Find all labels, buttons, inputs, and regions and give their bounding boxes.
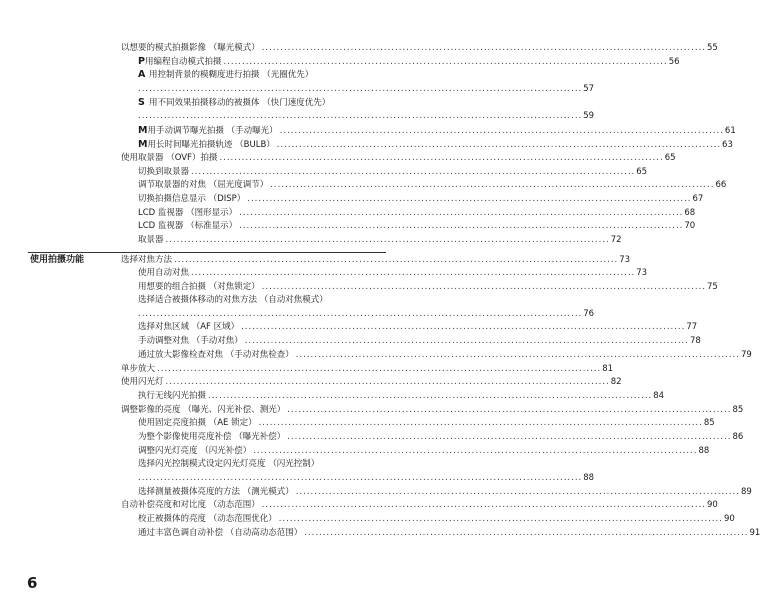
exposure-mode-letter: A (138, 69, 146, 80)
dot-leader: ........................................................................................................................ (295, 487, 740, 497)
toc-entry-title: 切换到取景器 (138, 167, 190, 177)
toc-page-number: 56 (668, 57, 680, 67)
toc-page-number: 76 (583, 309, 595, 319)
toc-entry[interactable] (138, 139, 733, 151)
toc-entry-title: 使用自动对焦 (138, 268, 190, 278)
toc-entry-title: 执行无线闪光拍摄 (138, 391, 207, 401)
toc-entry[interactable] (138, 350, 752, 361)
toc-page-number: 79 (740, 350, 752, 360)
dot-leader: ........................................................................................................................ (261, 43, 706, 53)
dot-leader: ........................................................................................................................ (276, 140, 722, 150)
toc-entry[interactable] (138, 268, 648, 279)
toc-entry[interactable] (121, 405, 744, 416)
toc-entry-title: 选择测量被摄体亮度的方法 （测光模式） (138, 487, 294, 497)
dot-leader: ........................................................................................................................ (138, 111, 583, 121)
toc-page-number: 70 (684, 221, 696, 231)
exposure-mode-letter: P (138, 56, 145, 67)
toc-page-number: 55 (706, 43, 718, 53)
toc-entry-title: 手动调整对焦 （手动对焦） (138, 336, 243, 346)
exposure-mode-letter: M (138, 125, 148, 136)
toc-entry-title: 自动补偿亮度和对比度 （动态范围） (121, 500, 260, 510)
toc-entry[interactable] (138, 322, 698, 333)
toc-entry[interactable] (138, 194, 704, 205)
toc-page-number: 65 (636, 167, 648, 177)
toc-entry-title: 调整闪光灯亮度 （闪光补偿） (138, 446, 252, 456)
toc-entry[interactable] (138, 391, 665, 402)
toc-entry[interactable] (138, 459, 384, 470)
dot-leader: ........................................................................................................................ (138, 309, 583, 319)
toc-entry-title: 调节取景器的对焦 （屈光度调节） (138, 180, 269, 190)
toc-entry[interactable] (138, 111, 595, 122)
toc-page-number: 66 (715, 180, 727, 190)
toc-page-number: 72 (610, 235, 622, 245)
toc-entry-title: 选择闪光控制模式设定闪光灯亮度 （闪光控制） (138, 459, 320, 469)
section-heading: 使用拍摄功能 (30, 255, 85, 265)
toc-entry[interactable] (138, 97, 384, 109)
toc-page-number: 73 (636, 268, 648, 278)
dot-leader: ........................................................................................................................ (279, 126, 724, 136)
dot-leader: ........................................................................................................................ (174, 255, 619, 265)
toc-entry-title: LCD 监视器 （标准显示） (138, 221, 238, 231)
dot-leader: ........................................................................................................................ (138, 84, 583, 94)
toc-entry-title: 选择对焦区域 （AF 区域） (138, 322, 240, 332)
toc-entry-title: 通过丰富色调自动补偿 （自动高动态范围） (138, 528, 303, 538)
dot-leader: ........................................................................................................................ (223, 57, 668, 67)
toc-entry-title: 用编程自动模式拍摄 (144, 57, 222, 67)
toc-entry-title: 选择适合被摄体移动的对焦方法 （自动对焦模式） (138, 295, 328, 305)
toc-entry-title: 使用闪光灯 (121, 377, 164, 387)
toc-entry[interactable] (121, 43, 718, 54)
dot-leader: ........................................................................................................................ (244, 336, 689, 346)
exposure-mode-letter: M (138, 139, 148, 150)
toc-page-number: 90 (723, 514, 735, 524)
toc-entry[interactable] (138, 528, 760, 539)
toc-page-number: 75 (706, 282, 718, 292)
toc-page-number: 82 (610, 377, 622, 387)
toc-entry[interactable] (138, 221, 696, 232)
toc-page-number: 85 (703, 418, 715, 428)
toc-entry[interactable] (138, 125, 736, 137)
dot-leader: ........................................................................................................................ (239, 221, 684, 231)
toc-entry-title: 以想要的模式拍摄影像 （曝光模式） (121, 43, 260, 53)
toc-entry-title: 用手动调节曝光拍摄 （手动曝光） (147, 126, 278, 136)
toc-entry[interactable] (138, 84, 595, 95)
toc-entry-title: 用控制背景的模糊度进行拍摄 （光圈优先） (149, 70, 314, 80)
toc-entry-title: 选择对焦方法 (121, 255, 173, 265)
toc-entry-title: 校正被摄体的亮度 （动态范围优化） (138, 514, 277, 524)
toc-entry-title: 为整个影像使用亮度补偿 （曝光补偿） (138, 432, 286, 442)
toc-page-number: 86 (732, 432, 744, 442)
toc-page-number: 90 (706, 500, 718, 510)
toc-entry[interactable] (138, 487, 752, 498)
toc-page-number: 73 (619, 255, 631, 265)
dot-leader: ........................................................................................................................ (304, 528, 749, 538)
toc-entry-title: 调整影像的亮度 （曝光、闪光补偿、测光） (121, 405, 286, 415)
toc-entry-title: 使用取景器 （OVF）拍摄 (121, 153, 218, 163)
toc-page-number: 63 (722, 140, 733, 150)
dot-leader: ........................................................................................................................ (278, 514, 723, 524)
toc-entry[interactable] (138, 295, 384, 306)
toc-entry[interactable] (138, 514, 735, 525)
toc-page-number: 84 (653, 391, 665, 401)
dot-leader: ........................................................................................................................ (239, 208, 684, 218)
dot-leader: ........................................................................................................................ (270, 180, 715, 190)
toc-entry[interactable] (138, 235, 622, 246)
toc-entry[interactable] (121, 500, 718, 511)
toc-entry[interactable] (138, 208, 696, 219)
toc-entry-title: 单步放大 (121, 364, 156, 374)
toc-page-number: 61 (724, 126, 736, 136)
dot-leader: ........................................................................................................................ (208, 391, 653, 401)
dot-leader: ........................................................................................................................ (138, 473, 583, 483)
dot-leader: ........................................................................................................................ (157, 364, 602, 374)
toc-entry-title: 用想要的组合拍摄 （对焦锁定） (138, 282, 260, 292)
page-number: 6 (27, 574, 38, 592)
toc-entry[interactable] (138, 309, 595, 320)
toc-entry[interactable] (138, 56, 680, 68)
dot-leader: ........................................................................................................................ (241, 322, 686, 332)
toc-page-number: 81 (602, 364, 614, 374)
toc-page-number: 78 (689, 336, 701, 346)
toc-entry[interactable] (138, 418, 715, 429)
toc-page-number: 59 (583, 111, 595, 121)
toc-page-number: 91 (749, 528, 760, 538)
toc-entry[interactable] (138, 167, 648, 178)
toc-entry-title: 通过放大影像检查对焦 （手动对焦检查） (138, 350, 294, 360)
dot-leader: ........................................................................................................................ (295, 350, 740, 360)
toc-page-number: 57 (583, 84, 595, 94)
dot-leader: ........................................................................................................................ (258, 418, 703, 428)
dot-leader: ........................................................................................................................ (165, 377, 610, 387)
dot-leader: ........................................................................................................................ (287, 432, 732, 442)
toc-entry[interactable] (138, 336, 701, 347)
section-divider (28, 252, 386, 253)
toc-entry[interactable] (121, 255, 631, 266)
dot-leader: ........................................................................................................................ (165, 235, 610, 245)
dot-leader: ........................................................................................................................ (261, 500, 706, 510)
dot-leader: ........................................................................................................................ (191, 268, 636, 278)
toc-entry[interactable] (138, 180, 727, 191)
toc-entry-title: 切换拍摄信息显示 （DISP） (138, 194, 246, 204)
dot-leader: ........................................................................................................................ (261, 282, 706, 292)
toc-entry-title: 取景器 (138, 235, 164, 245)
toc-entry[interactable] (121, 153, 676, 164)
toc-entry-title: 用长时间曝光拍摄轨迹 （BULB） (147, 140, 275, 150)
toc-entry[interactable] (138, 69, 384, 81)
toc-entry-title: 用不同效果拍摄移动的被摄体 （快门速度优先） (149, 98, 331, 108)
toc-page-number: 67 (692, 194, 704, 204)
dot-leader: ........................................................................................................................ (253, 446, 698, 456)
toc-entry-title: 使用固定亮度拍摄 （AE 锁定） (138, 418, 257, 428)
dot-leader: ........................................................................................................................ (287, 405, 732, 415)
toc-entry[interactable] (138, 432, 744, 443)
toc-page-number: 89 (740, 487, 752, 497)
toc-entry-title: LCD 监视器 （图形显示） (138, 208, 238, 218)
toc-entry[interactable] (138, 446, 710, 457)
toc-entry[interactable] (121, 364, 614, 375)
toc-page-number: 88 (698, 446, 710, 456)
dot-leader: ........................................................................................................................ (219, 153, 664, 163)
toc-entry[interactable] (138, 282, 718, 293)
toc-entry[interactable] (138, 473, 595, 484)
toc-page-number: 68 (684, 208, 696, 218)
toc-page-number: 85 (732, 405, 744, 415)
dot-leader: ........................................................................................................................ (247, 194, 692, 204)
toc-entry[interactable] (121, 377, 622, 388)
dot-leader: ........................................................................................................................ (191, 167, 636, 177)
exposure-mode-letter: S (138, 97, 145, 108)
toc-page-number: 77 (686, 322, 698, 332)
toc-page-number: 88 (583, 473, 595, 483)
toc-page-number: 65 (664, 153, 676, 163)
